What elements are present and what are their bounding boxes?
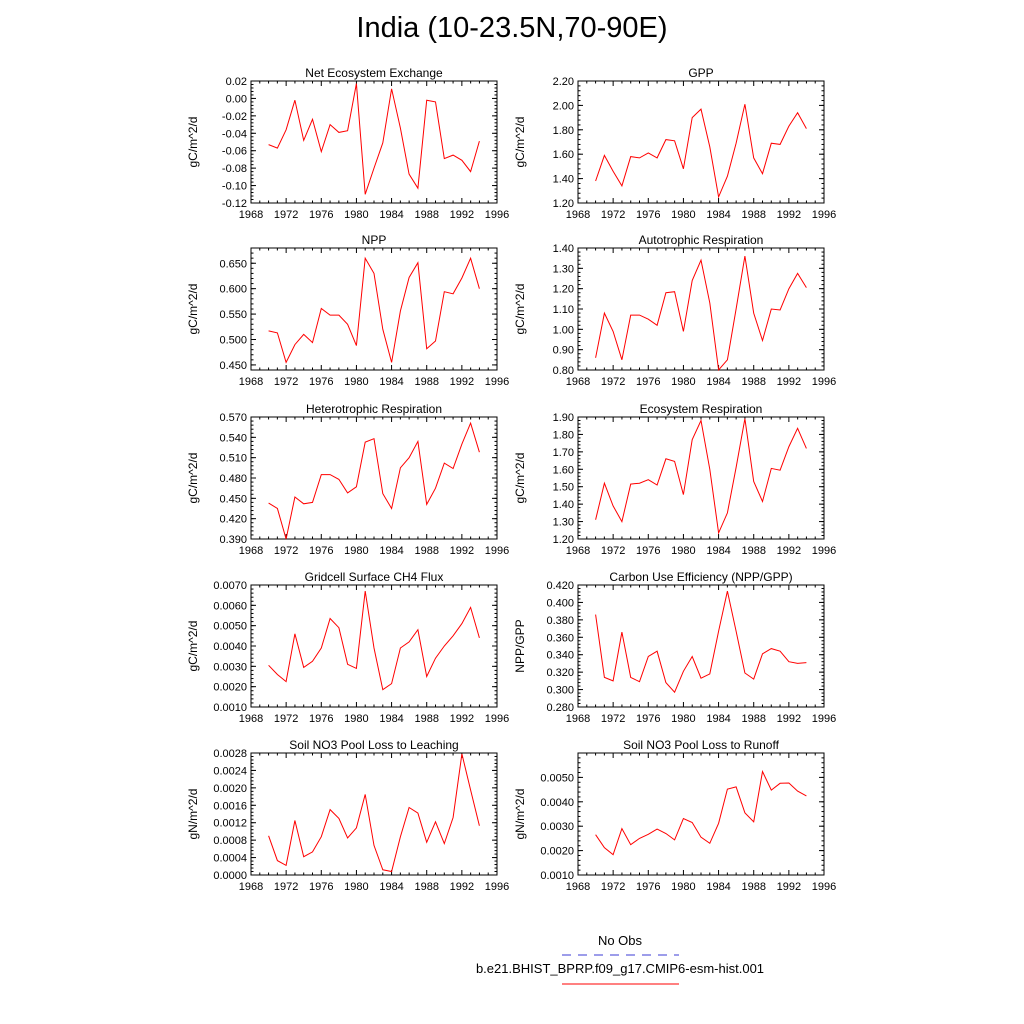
x-tick-label: 1972	[273, 881, 299, 893]
series-line	[596, 772, 807, 855]
y-tick-label: 1.20	[552, 534, 574, 546]
x-tick-label: 1976	[309, 376, 334, 388]
series-line	[269, 591, 480, 690]
x-tick-label: 1992	[776, 713, 802, 725]
x-tick-label: 1988	[741, 881, 766, 893]
x-tick-label: 1996	[811, 376, 837, 388]
series-line	[269, 84, 480, 195]
y-tick-label: -0.06	[221, 145, 247, 158]
y-tick-label: -0.08	[221, 163, 247, 176]
x-tick-label: 1996	[484, 713, 510, 725]
x-tick-label: 1968	[238, 713, 264, 725]
x-tick-label: 1980	[671, 545, 696, 557]
x-tick-label: 1972	[600, 209, 626, 221]
y-tick-label: 0.90	[552, 344, 574, 357]
y-tick-label: 0.480	[219, 473, 247, 485]
y-tick-label: 0.0010	[213, 702, 247, 714]
series-line	[269, 754, 480, 872]
y-tick-label: 0.500	[219, 334, 247, 347]
x-tick-label: 1988	[741, 376, 766, 388]
chart-panel	[186, 570, 509, 725]
y-tick-label: 0.0004	[213, 852, 247, 865]
y-tick-label: 0.80	[552, 365, 574, 377]
plot-frame	[251, 248, 497, 370]
x-tick-label: 1988	[414, 881, 439, 893]
x-tick-label: 1984	[379, 881, 404, 893]
y-axis-label: gC/m^2/d	[186, 283, 200, 335]
y-tick-label: 0.600	[219, 283, 247, 296]
y-tick-label: 0.300	[546, 684, 574, 697]
x-tick-label: 1972	[600, 713, 626, 725]
x-tick-label: 1980	[344, 209, 369, 221]
y-tick-label: 0.390	[219, 534, 247, 546]
y-tick-label: 1.60	[552, 464, 574, 477]
x-tick-label: 1984	[706, 881, 731, 893]
chart-panel	[186, 233, 509, 388]
y-tick-label: 0.00	[225, 93, 247, 106]
x-tick-label: 1972	[600, 376, 626, 388]
x-tick-label: 1988	[741, 545, 766, 557]
y-tick-label: 0.550	[219, 309, 247, 322]
x-tick-label: 1980	[671, 376, 696, 388]
x-tick-label: 1996	[811, 881, 837, 893]
x-tick-label: 1992	[449, 545, 475, 557]
y-tick-label: 2.20	[552, 76, 574, 88]
y-axis-label: gC/m^2/d	[186, 116, 200, 168]
y-tick-label: 1.00	[552, 324, 574, 337]
x-tick-label: 1992	[449, 713, 475, 725]
x-tick-label: 1976	[309, 881, 334, 893]
y-tick-label: 0.420	[219, 513, 247, 526]
x-tick-label: 1988	[414, 209, 439, 221]
y-tick-label: 1.30	[552, 263, 574, 276]
x-tick-label: 1996	[484, 209, 510, 221]
x-tick-label: 1976	[309, 713, 334, 725]
y-tick-label: 0.0060	[213, 600, 247, 613]
y-tick-label: 0.650	[219, 258, 247, 271]
y-tick-label: 0.0050	[540, 772, 574, 785]
x-tick-label: 1980	[344, 545, 369, 557]
x-tick-label: 1968	[238, 881, 264, 893]
chart-title: NPP	[361, 233, 387, 247]
x-tick-label: 1988	[741, 713, 766, 725]
y-tick-label: 2.00	[552, 100, 574, 113]
chart-title: Autotrophic Respiration	[638, 233, 764, 247]
x-tick-label: 1996	[484, 881, 510, 893]
x-tick-label: 1968	[565, 376, 591, 388]
y-tick-label: 0.420	[546, 580, 574, 592]
y-tick-label: 0.0020	[540, 845, 574, 858]
chart-panel	[513, 66, 836, 221]
chart-panel	[513, 402, 836, 557]
plot-frame	[251, 417, 497, 539]
series-line	[269, 423, 480, 539]
y-tick-label: 0.340	[546, 649, 574, 662]
x-tick-label: 1968	[238, 209, 264, 221]
x-tick-label: 1976	[636, 545, 661, 557]
y-tick-label: 0.0020	[213, 782, 247, 795]
plot-frame	[578, 753, 824, 875]
y-axis-label: gC/m^2/d	[186, 452, 200, 504]
x-tick-label: 1996	[484, 376, 510, 388]
series-line	[596, 104, 807, 197]
plot-frame	[578, 248, 824, 370]
x-tick-label: 1992	[776, 881, 802, 893]
y-axis-label: gC/m^2/d	[186, 620, 200, 672]
y-tick-label: 1.20	[552, 198, 574, 210]
x-tick-label: 1984	[706, 713, 731, 725]
y-tick-label: -0.10	[221, 180, 247, 193]
chart-panel	[513, 233, 836, 388]
y-tick-label: 0.510	[219, 452, 247, 465]
y-tick-label: 1.40	[552, 499, 574, 512]
y-tick-label: 0.400	[546, 597, 574, 610]
y-tick-label: 0.0008	[213, 835, 247, 848]
chart-title: GPP	[688, 66, 714, 80]
y-tick-label: 0.0000	[213, 870, 247, 882]
x-tick-label: 1988	[414, 713, 439, 725]
y-tick-label: 0.0016	[213, 800, 247, 813]
chart-panel	[513, 570, 836, 725]
y-tick-label: 0.0050	[213, 620, 247, 633]
y-tick-label: 1.40	[552, 243, 574, 255]
y-tick-label: 0.0020	[213, 681, 247, 694]
y-tick-label: 0.0024	[213, 765, 247, 778]
x-tick-label: 1984	[706, 545, 731, 557]
y-tick-label: 0.0030	[540, 821, 574, 834]
y-tick-label: 0.0012	[213, 817, 247, 830]
series-line	[596, 419, 807, 533]
y-tick-label: 0.0010	[540, 870, 574, 882]
chart-title: Net Ecosystem Exchange	[305, 66, 443, 80]
y-tick-label: 0.0030	[213, 661, 247, 674]
x-tick-label: 1968	[565, 209, 591, 221]
x-tick-label: 1968	[565, 545, 591, 557]
y-tick-label: -0.12	[221, 198, 247, 210]
y-axis-label: NPP/GPP	[513, 619, 527, 673]
y-tick-label: -0.04	[221, 128, 247, 141]
x-tick-label: 1972	[273, 713, 299, 725]
y-tick-label: -0.02	[221, 110, 247, 123]
chart-title: Ecosystem Respiration	[639, 402, 763, 416]
x-tick-label: 1972	[273, 545, 299, 557]
y-tick-label: 0.450	[219, 493, 247, 506]
y-tick-label: 0.0040	[540, 796, 574, 809]
y-axis-label: gN/m^2/d	[513, 788, 527, 840]
x-tick-label: 1980	[671, 713, 696, 725]
y-tick-label: 0.570	[219, 412, 247, 424]
chart-panel	[186, 402, 509, 557]
x-tick-label: 1984	[379, 545, 404, 557]
legend-model-label: b.e21.BHIST_BPRP.f09_g17.CMIP6-esm-hist.001	[475, 961, 765, 976]
x-tick-label: 1980	[344, 713, 369, 725]
x-tick-label: 1992	[776, 376, 802, 388]
y-tick-label: 0.02	[225, 76, 247, 88]
x-tick-label: 1976	[309, 209, 334, 221]
x-tick-label: 1976	[636, 881, 661, 893]
x-tick-label: 1968	[565, 713, 591, 725]
x-tick-label: 1996	[811, 209, 837, 221]
y-tick-label: 1.80	[552, 124, 574, 137]
y-axis-label: gC/m^2/d	[513, 283, 527, 335]
x-tick-label: 1984	[706, 209, 731, 221]
x-tick-label: 1980	[344, 376, 369, 388]
x-tick-label: 1984	[379, 376, 404, 388]
plot-frame	[578, 585, 824, 707]
x-tick-label: 1984	[379, 209, 404, 221]
y-tick-label: 1.30	[552, 516, 574, 529]
y-tick-label: 1.60	[552, 149, 574, 162]
chart-title: Carbon Use Efficiency (NPP/GPP)	[609, 570, 793, 584]
plot-frame	[578, 417, 824, 539]
y-tick-label: 1.20	[552, 283, 574, 296]
y-tick-label: 0.0028	[213, 748, 247, 760]
y-tick-label: 0.0070	[213, 580, 247, 592]
plot-frame	[251, 81, 497, 203]
y-tick-label: 0.320	[546, 667, 574, 680]
y-tick-label: 1.90	[552, 412, 574, 424]
x-tick-label: 1980	[671, 881, 696, 893]
x-tick-label: 1988	[414, 376, 439, 388]
chart-title: Soil NO3 Pool Loss to Runoff	[623, 738, 779, 752]
series-line	[596, 591, 807, 692]
chart-title: Soil NO3 Pool Loss to Leaching	[289, 738, 459, 752]
y-tick-label: 1.80	[552, 429, 574, 442]
x-tick-label: 1992	[449, 209, 475, 221]
y-axis-label: gC/m^2/d	[513, 452, 527, 504]
x-tick-label: 1996	[484, 545, 510, 557]
legend-obs-label: No Obs	[597, 933, 643, 948]
chart-panel	[513, 738, 836, 893]
x-tick-label: 1980	[344, 881, 369, 893]
x-tick-label: 1992	[449, 881, 475, 893]
x-tick-label: 1976	[309, 545, 334, 557]
x-tick-label: 1968	[565, 881, 591, 893]
x-tick-label: 1988	[741, 209, 766, 221]
chart-panel	[186, 66, 509, 221]
series-line	[596, 256, 807, 370]
y-tick-label: 0.360	[546, 632, 574, 645]
y-tick-label: 1.50	[552, 481, 574, 494]
x-tick-label: 1972	[273, 209, 299, 221]
x-tick-label: 1976	[636, 713, 661, 725]
x-tick-label: 1992	[776, 545, 802, 557]
plot-frame	[578, 81, 824, 203]
x-tick-label: 1988	[414, 545, 439, 557]
x-tick-label: 1972	[600, 881, 626, 893]
x-tick-label: 1976	[636, 209, 661, 221]
x-tick-label: 1980	[671, 209, 696, 221]
y-axis-label: gC/m^2/d	[513, 116, 527, 168]
series-line	[269, 258, 480, 362]
figure-title: India (10-23.5N,70-90E)	[356, 12, 668, 44]
x-tick-label: 1992	[449, 376, 475, 388]
y-tick-label: 1.70	[552, 446, 574, 459]
x-tick-label: 1968	[238, 545, 264, 557]
x-tick-label: 1996	[811, 545, 837, 557]
x-tick-label: 1984	[379, 713, 404, 725]
x-tick-label: 1976	[636, 376, 661, 388]
y-tick-label: 0.0040	[213, 641, 247, 653]
x-tick-label: 1992	[776, 209, 802, 221]
y-tick-label: 1.10	[552, 304, 574, 316]
chart-panel	[186, 738, 509, 893]
chart-title: Heterotrophic Respiration	[305, 402, 443, 416]
y-tick-label: 0.380	[546, 614, 574, 627]
y-tick-label: 0.540	[219, 432, 247, 445]
x-tick-label: 1972	[600, 545, 626, 557]
x-tick-label: 1972	[273, 376, 299, 388]
x-tick-label: 1984	[706, 376, 731, 388]
y-tick-label: 0.280	[546, 702, 574, 714]
x-tick-label: 1968	[238, 376, 264, 388]
y-tick-label: 0.450	[219, 359, 247, 372]
x-tick-label: 1996	[811, 713, 837, 725]
y-axis-label: gN/m^2/d	[186, 788, 200, 840]
chart-title: Gridcell Surface CH4 Flux	[304, 570, 444, 584]
y-tick-label: 1.40	[552, 173, 574, 186]
